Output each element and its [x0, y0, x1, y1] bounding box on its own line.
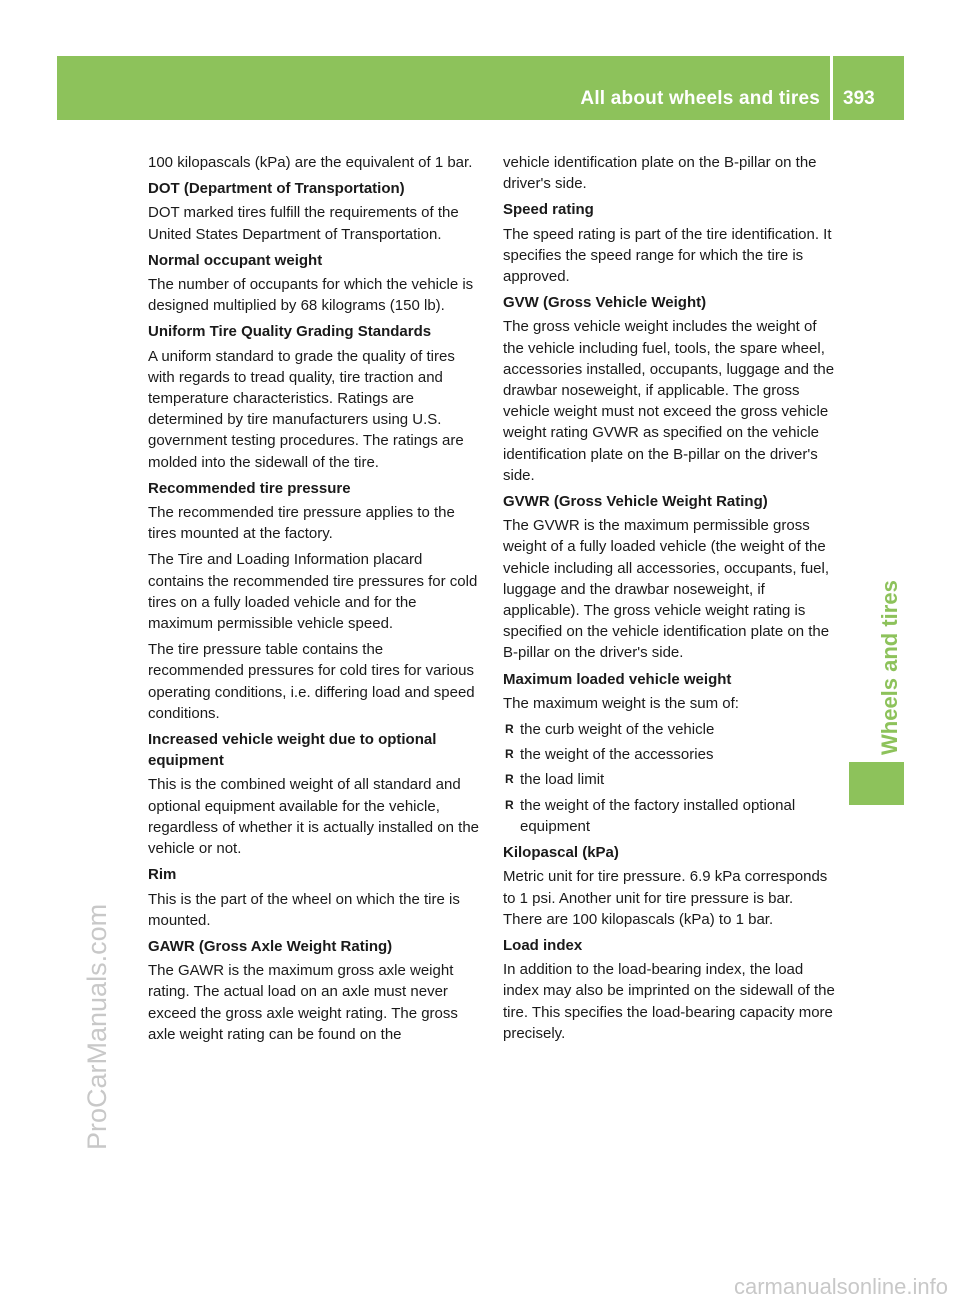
gawr-heading: GAWR (Gross Axle Weight Rating): [148, 937, 393, 955]
occupant-weight-text: The number of occupants for which the vehicle is designed multiplied by 68 kilograms (150 lb).: [148, 276, 474, 315]
side-tab-marker: [849, 762, 904, 805]
utqg-heading: Uniform Tire Quality Grading Standards: [148, 323, 432, 341]
watermark-bottom: carmanualsonline.info: [733, 1274, 948, 1299]
occupant-weight-heading: Normal occupant weight: [148, 251, 323, 269]
recommended-pressure-text-3: The tire pressure table contains the recommended pressures for cold tires for various operating conditions, i.e. differing load and speed conditions.: [148, 641, 475, 722]
bullet-marker: R: [505, 722, 514, 737]
dot-text: DOT marked tires fulfill the requirements of the United States Department of Transportation.: [148, 204, 459, 243]
intro-text: 100 kilopascals (kPa) are the equivalent of 1 bar.: [148, 154, 473, 171]
gvwr-text: The GVWR is the maximum permissible gross weight of a fully loaded vehicle (the weight of the vehicle including all accessories, occupants, fuel, luggage and the drawbar noseweight, if applicable). The gross vehicle weight rating is specified on the vehicle identification plate on the B-pillar on the driver's side.: [503, 517, 830, 662]
list-item: R the weight of the accessories: [503, 744, 835, 765]
recommended-pressure-text-1: The recommended tire pressure applies to the tires mounted at the factory.: [148, 504, 455, 543]
side-tab-label: Wheels and tires: [877, 580, 902, 755]
continued-text: vehicle identification plate on the B-pillar on the driver's side.: [503, 154, 817, 193]
list-item: R the weight of the factory installed optional equipment: [505, 796, 796, 835]
recommended-pressure-heading: Recommended tire pressure: [148, 479, 351, 497]
rim-heading: Rim: [148, 866, 177, 884]
speed-rating-heading: Speed rating: [503, 201, 594, 219]
bullet-marker: R: [505, 797, 514, 812]
bullet-marker: R: [505, 772, 514, 787]
watermark-left: ProCarManuals.com: [82, 903, 112, 1150]
dot-heading: DOT (Department of Transportation): [148, 180, 405, 198]
increased-weight-text: This is the combined weight of all standard and optional equipment available for the vehicle, regardless of whether it is actually installed on the vehicle or not.: [148, 776, 480, 858]
max-loaded-weight-list: [503, 719, 835, 837]
rim-text: This is the part of the wheel on which the tire is mounted.: [148, 890, 460, 929]
gvwr-heading: GVWR (Gross Vehicle Weight Rating): [503, 493, 768, 511]
right-column: [503, 152, 835, 1049]
max-loaded-weight-heading: Maximum loaded vehicle weight: [503, 670, 732, 688]
page-number: 393: [843, 88, 875, 109]
utqg-text: A uniform standard to grade the quality of tires with regards to tread quality, tire traction and temperature characteristics. Ratings are determined by tire manufacturers using U.S. government testing procedures. The ratings are molded into the sidewall of the tire.: [148, 347, 464, 471]
load-index-heading: Load index: [503, 936, 583, 954]
recommended-pressure-text-2: The Tire and Loading Information placard contains the recommended tire pressures for cold tires on a fully loaded vehicle and for the maximum permissible vehicle speed.: [148, 551, 478, 633]
left-column: [148, 152, 482, 1050]
section-title: All about wheels and tires: [580, 88, 820, 109]
max-loaded-weight-text: The maximum weight is the sum of:: [503, 694, 739, 712]
bullet-marker: R: [505, 747, 514, 762]
kpa-text: Metric unit for tire pressure. 6.9 kPa corresponds to 1 psi. Another unit for tire pressure is bar. There are 100 kilopascals (kPa) to 1 bar.: [503, 868, 828, 928]
kpa-heading: Kilopascal (kPa): [503, 844, 619, 862]
gvw-heading: GVW (Gross Vehicle Weight): [503, 294, 707, 312]
speed-rating-text: The speed rating is part of the tire identification. It specifies the speed range for which the tire is approved.: [503, 225, 832, 286]
load-index-text: In addition to the load-bearing index, the load index may also be imprinted on the sidewall of the tire. This specifies the load-bearing capacity more precisely.: [503, 961, 835, 1042]
list-item: R the load limit: [503, 769, 835, 790]
header-divider: [830, 56, 833, 120]
gvw-text: The gross vehicle weight includes the weight of the vehicle including fuel, tools, the spare wheel, accessories installed, occupants, luggage and the drawbar noseweight, if applicable. The gross vehicle weight must not exceed the gross vehicle weight rating GVWR as specified on the vehicle identification plate on the B-pillar on the driver's side.: [503, 318, 835, 484]
list-item: R the curb weight of the vehicle: [503, 719, 835, 740]
gawr-text: The GAWR is the maximum gross axle weight rating. The actual load on an axle must never exceed the gross axle weight rating. The gross axle weight rating can be found on the: [148, 962, 458, 1043]
increased-weight-heading: Increased vehicle weight due to optional equipment: [148, 731, 437, 770]
